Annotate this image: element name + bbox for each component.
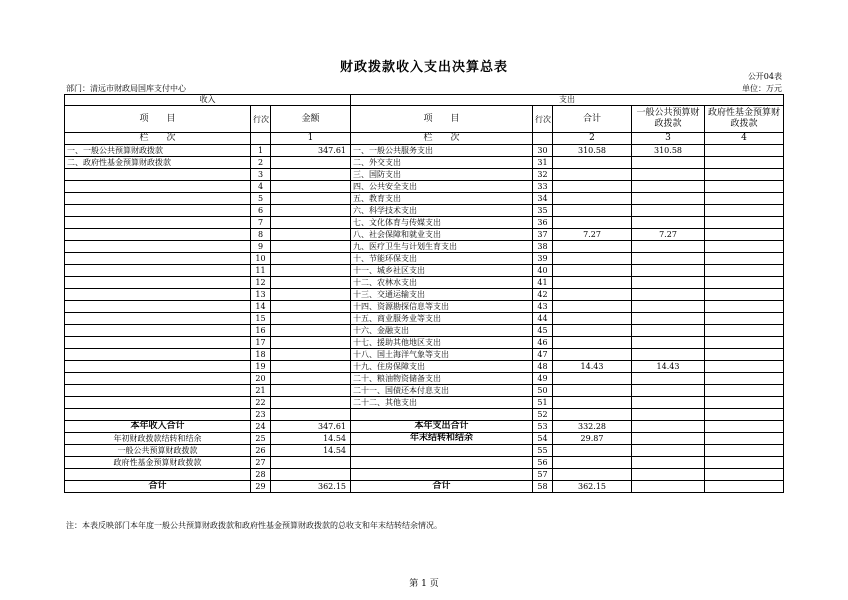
cell-in-item: 一般公共预算财政拨款 — [65, 445, 251, 457]
cell-in-line: 25 — [251, 433, 271, 445]
cell-ex-gen — [632, 289, 705, 301]
cell-in-item — [65, 361, 251, 373]
income-col-label: 栏 次 — [65, 133, 251, 145]
cell-ex-line: 45 — [533, 325, 553, 337]
cell-ex-total — [553, 397, 632, 409]
cell-ex-total: 14.43 — [553, 361, 632, 373]
cell-ex-item: 九、医疗卫生与计划生育支出 — [351, 241, 533, 253]
cell-ex-line: 33 — [533, 181, 553, 193]
cell-ex-fund — [705, 229, 784, 241]
cell-ex-fund — [705, 241, 784, 253]
cell-ex-line: 55 — [533, 445, 553, 457]
cell-in-amt: 347.61 — [271, 145, 351, 157]
cell-in-line: 8 — [251, 229, 271, 241]
table-row — [65, 241, 784, 253]
cell-ex-total — [553, 349, 632, 361]
cell-in-item — [65, 289, 251, 301]
cell-in-amt — [271, 409, 351, 421]
summary-row — [65, 421, 784, 433]
cell-in-line: 4 — [251, 181, 271, 193]
cell-ex-gen — [632, 469, 705, 481]
cell-in-amt — [271, 337, 351, 349]
cell-ex-item: 二十一、国债还本付息支出 — [351, 385, 533, 397]
col-3: 3 — [632, 133, 705, 145]
cell-in-item — [65, 337, 251, 349]
cell-ex-total — [553, 373, 632, 385]
cell-in-line: 16 — [251, 325, 271, 337]
summary-row — [65, 433, 784, 445]
cell-ex-fund — [705, 409, 784, 421]
cell-in-line: 24 — [251, 421, 271, 433]
table-row — [65, 229, 784, 241]
table-row — [65, 349, 784, 361]
cell-ex-line: 43 — [533, 301, 553, 313]
cell-ex-item: 二十、粮油物资储备支出 — [351, 373, 533, 385]
summary-row — [65, 457, 784, 469]
cell-ex-line: 34 — [533, 193, 553, 205]
cell-ex-line: 53 — [533, 421, 553, 433]
cell-in-item — [65, 325, 251, 337]
table-row — [65, 157, 784, 169]
cell-ex-line: 47 — [533, 349, 553, 361]
cell-ex-line: 31 — [533, 157, 553, 169]
col-2: 2 — [553, 133, 632, 145]
cell-ex-total — [553, 457, 632, 469]
cell-ex-item: 十四、资源勘探信息等支出 — [351, 301, 533, 313]
cell-ex-gen — [632, 301, 705, 313]
cell-ex-line: 39 — [533, 253, 553, 265]
cell-in-line: 1 — [251, 145, 271, 157]
cell-ex-item — [351, 469, 533, 481]
cell-ex-gen — [632, 253, 705, 265]
cell-ex-item: 十九、住房保障支出 — [351, 361, 533, 373]
cell-ex-gen — [632, 265, 705, 277]
cell-ex-fund — [705, 277, 784, 289]
cell-ex-gen — [632, 397, 705, 409]
cell-ex-gen — [632, 337, 705, 349]
cell-ex-fund — [705, 481, 784, 493]
table-row — [65, 169, 784, 181]
cell-in-line: 20 — [251, 373, 271, 385]
cell-ex-item: 四、公共安全支出 — [351, 181, 533, 193]
cell-ex-gen — [632, 325, 705, 337]
cell-ex-item: 十、节能环保支出 — [351, 253, 533, 265]
income-header: 收入 — [65, 95, 351, 106]
cell-ex-line: 48 — [533, 361, 553, 373]
cell-ex-item: 一、一般公共服务支出 — [351, 145, 533, 157]
cell-in-line: 13 — [251, 289, 271, 301]
cell-ex-gen — [632, 349, 705, 361]
cell-ex-item — [351, 457, 533, 469]
cell-in-item: 二、政府性基金预算财政拨款 — [65, 157, 251, 169]
cell-ex-line: 50 — [533, 385, 553, 397]
cell-ex-item: 十五、商业服务业等支出 — [351, 313, 533, 325]
cell-in-item — [65, 169, 251, 181]
cell-ex-item: 十八、国土海洋气象等支出 — [351, 349, 533, 361]
cell-ex-fund — [705, 361, 784, 373]
cell-ex-line: 32 — [533, 169, 553, 181]
cell-in-line: 19 — [251, 361, 271, 373]
cell-in-line: 14 — [251, 301, 271, 313]
expense-col-label: 栏 次 — [351, 133, 533, 145]
cell-in-line: 7 — [251, 217, 271, 229]
cell-ex-line: 54 — [533, 433, 553, 445]
unit-label: 单位：万元 — [742, 84, 782, 93]
cell-ex-total — [553, 265, 632, 277]
cell-ex-item: 五、教育支出 — [351, 193, 533, 205]
report-title: 财政拨款收入支出决算总表 — [339, 60, 508, 75]
cell-ex-line: 57 — [533, 469, 553, 481]
cell-ex-item: 二、外交支出 — [351, 157, 533, 169]
cell-ex-line: 40 — [533, 265, 553, 277]
cell-in-amt: 347.61 — [271, 421, 351, 433]
cell-in-item: 合计 — [65, 481, 251, 493]
expense-total-header: 合计 — [553, 106, 632, 133]
summary-row — [65, 481, 784, 493]
cell-in-amt — [271, 181, 351, 193]
cell-ex-gen — [632, 313, 705, 325]
cell-in-amt — [271, 205, 351, 217]
cell-ex-item: 十六、金融支出 — [351, 325, 533, 337]
table-row — [65, 301, 784, 313]
cell-in-line: 27 — [251, 457, 271, 469]
cell-in-item — [65, 253, 251, 265]
cell-in-line: 15 — [251, 313, 271, 325]
cell-in-amt — [271, 469, 351, 481]
cell-ex-fund — [705, 253, 784, 265]
cell-in-line: 22 — [251, 397, 271, 409]
cell-in-item — [65, 181, 251, 193]
cell-ex-item: 十二、农林水支出 — [351, 277, 533, 289]
cell-in-item — [65, 313, 251, 325]
cell-ex-item — [351, 445, 533, 457]
table-row — [65, 265, 784, 277]
cell-in-amt — [271, 265, 351, 277]
table-row — [65, 289, 784, 301]
cell-in-item: 本年收入合计 — [65, 421, 251, 433]
cell-ex-item: 三、国防支出 — [351, 169, 533, 181]
cell-in-line: 6 — [251, 205, 271, 217]
cell-ex-gen — [632, 241, 705, 253]
summary-row — [65, 469, 784, 481]
cell-ex-gen — [632, 181, 705, 193]
cell-ex-fund — [705, 301, 784, 313]
cell-ex-gen — [632, 217, 705, 229]
cell-ex-item — [351, 409, 533, 421]
cell-in-line: 11 — [251, 265, 271, 277]
cell-in-line: 5 — [251, 193, 271, 205]
cell-in-amt — [271, 289, 351, 301]
cell-ex-fund — [705, 433, 784, 445]
cell-in-item — [65, 217, 251, 229]
cell-in-item — [65, 349, 251, 361]
cell-ex-item: 十七、援助其他地区支出 — [351, 337, 533, 349]
cell-ex-gen — [632, 421, 705, 433]
cell-in-amt — [271, 193, 351, 205]
cell-ex-fund — [705, 457, 784, 469]
form-number: 公开04表 — [747, 72, 782, 81]
cell-in-amt — [271, 325, 351, 337]
table-row — [65, 253, 784, 265]
budget-table — [64, 94, 784, 493]
expense-line-header: 行次 — [533, 106, 553, 133]
cell-ex-line: 38 — [533, 241, 553, 253]
cell-ex-line: 42 — [533, 289, 553, 301]
cell-ex-item: 八、社会保障和就业支出 — [351, 229, 533, 241]
cell-ex-item: 七、文化体育与传媒支出 — [351, 217, 533, 229]
cell-ex-line: 37 — [533, 229, 553, 241]
cell-ex-fund — [705, 205, 784, 217]
cell-in-amt — [271, 241, 351, 253]
cell-in-item — [65, 193, 251, 205]
cell-in-amt — [271, 301, 351, 313]
cell-ex-total — [553, 205, 632, 217]
cell-in-item — [65, 229, 251, 241]
cell-in-item — [65, 397, 251, 409]
cell-in-line: 3 — [251, 169, 271, 181]
cell-in-amt — [271, 157, 351, 169]
table-row — [65, 193, 784, 205]
table-row — [65, 409, 784, 421]
cell-in-line: 17 — [251, 337, 271, 349]
table-row — [65, 397, 784, 409]
cell-ex-gen — [632, 445, 705, 457]
cell-ex-total: 7.27 — [553, 229, 632, 241]
cell-in-item — [65, 373, 251, 385]
department-label: 部门：清远市财政局国库支付中心 — [66, 84, 186, 93]
cell-ex-fund — [705, 181, 784, 193]
cell-in-line: 12 — [251, 277, 271, 289]
cell-ex-gen — [632, 157, 705, 169]
cell-ex-fund — [705, 193, 784, 205]
table-row — [65, 217, 784, 229]
cell-ex-line: 52 — [533, 409, 553, 421]
cell-ex-item: 六、科学技术支出 — [351, 205, 533, 217]
cell-ex-fund — [705, 289, 784, 301]
cell-ex-gen: 7.27 — [632, 229, 705, 241]
cell-ex-fund — [705, 217, 784, 229]
cell-ex-item: 十一、城乡社区支出 — [351, 265, 533, 277]
cell-ex-fund — [705, 313, 784, 325]
income-amount-header: 金额 — [271, 106, 351, 133]
cell-ex-fund — [705, 385, 784, 397]
table-row — [65, 373, 784, 385]
cell-in-amt — [271, 457, 351, 469]
cell-ex-gen — [632, 169, 705, 181]
cell-in-amt: 362.15 — [271, 481, 351, 493]
income-item-header: 项 目 — [65, 106, 251, 133]
cell-ex-fund — [705, 397, 784, 409]
cell-in-amt — [271, 361, 351, 373]
cell-ex-item: 本年支出合计 — [351, 421, 533, 433]
cell-ex-line: 49 — [533, 373, 553, 385]
cell-ex-gen: 310.58 — [632, 145, 705, 157]
cell-in-item — [65, 469, 251, 481]
cell-in-line: 23 — [251, 409, 271, 421]
cell-ex-total — [553, 289, 632, 301]
col-1: 1 — [271, 133, 351, 145]
cell-in-amt: 14.54 — [271, 445, 351, 457]
cell-ex-total — [553, 241, 632, 253]
cell-ex-total — [553, 313, 632, 325]
table-row — [65, 337, 784, 349]
table-row — [65, 181, 784, 193]
cell-in-line: 9 — [251, 241, 271, 253]
expense-item-header: 项 目 — [351, 106, 533, 133]
cell-in-item — [65, 385, 251, 397]
cell-ex-item: 十三、交通运输支出 — [351, 289, 533, 301]
cell-ex-item: 年末结转和结余 — [351, 433, 533, 445]
summary-row — [65, 445, 784, 457]
cell-in-item: 年初财政拨款结转和结余 — [65, 433, 251, 445]
cell-ex-fund — [705, 145, 784, 157]
fund-budget-header: 政府性基金预算财政拨款 — [705, 106, 784, 133]
table-row — [65, 361, 784, 373]
cell-ex-fund — [705, 169, 784, 181]
cell-in-item: 一、一般公共预算财政拨款 — [65, 145, 251, 157]
cell-ex-item: 二十二、其他支出 — [351, 397, 533, 409]
cell-ex-fund — [705, 325, 784, 337]
cell-ex-total: 332.28 — [553, 421, 632, 433]
cell-ex-gen — [632, 385, 705, 397]
cell-ex-total — [553, 445, 632, 457]
cell-ex-total — [553, 325, 632, 337]
cell-ex-fund — [705, 445, 784, 457]
cell-in-item: 政府性基金预算财政拨款 — [65, 457, 251, 469]
cell-ex-gen — [632, 373, 705, 385]
income-line-header: 行次 — [251, 106, 271, 133]
table-row — [65, 313, 784, 325]
cell-ex-total — [553, 337, 632, 349]
cell-ex-gen: 14.43 — [632, 361, 705, 373]
cell-ex-total — [553, 181, 632, 193]
cell-ex-gen — [632, 193, 705, 205]
cell-ex-total — [553, 409, 632, 421]
expense-header: 支出 — [351, 95, 784, 106]
cell-ex-total — [553, 169, 632, 181]
cell-in-item — [65, 241, 251, 253]
cell-ex-fund — [705, 373, 784, 385]
cell-ex-item: 合计 — [351, 481, 533, 493]
table-row — [65, 385, 784, 397]
col-4: 4 — [705, 133, 784, 145]
cell-in-item — [65, 205, 251, 217]
cell-ex-total — [553, 193, 632, 205]
cell-ex-total — [553, 253, 632, 265]
cell-in-line: 18 — [251, 349, 271, 361]
cell-in-item — [65, 301, 251, 313]
cell-ex-fund — [705, 469, 784, 481]
cell-ex-line: 56 — [533, 457, 553, 469]
cell-ex-line: 41 — [533, 277, 553, 289]
cell-in-amt: 14.54 — [271, 433, 351, 445]
cell-in-amt — [271, 313, 351, 325]
cell-in-amt — [271, 253, 351, 265]
cell-in-amt — [271, 169, 351, 181]
cell-ex-total — [553, 217, 632, 229]
cell-in-amt — [271, 349, 351, 361]
cell-in-item — [65, 277, 251, 289]
cell-in-amt — [271, 373, 351, 385]
cell-ex-gen — [632, 205, 705, 217]
cell-ex-fund — [705, 337, 784, 349]
cell-ex-fund — [705, 349, 784, 361]
cell-in-line: 28 — [251, 469, 271, 481]
general-budget-header: 一般公共预算财政拨款 — [632, 106, 705, 133]
cell-ex-fund — [705, 157, 784, 169]
cell-in-amt — [271, 385, 351, 397]
cell-ex-total — [553, 301, 632, 313]
cell-ex-fund — [705, 421, 784, 433]
table-row — [65, 325, 784, 337]
cell-ex-fund — [705, 265, 784, 277]
cell-ex-total: 362.15 — [553, 481, 632, 493]
cell-ex-total — [553, 277, 632, 289]
cell-ex-line: 35 — [533, 205, 553, 217]
cell-ex-line: 36 — [533, 217, 553, 229]
cell-ex-gen — [632, 433, 705, 445]
cell-in-line: 29 — [251, 481, 271, 493]
cell-in-item — [65, 409, 251, 421]
table-row — [65, 277, 784, 289]
page-number: 第 1 页 — [409, 579, 439, 589]
cell-ex-total — [553, 157, 632, 169]
table-row — [65, 205, 784, 217]
cell-in-amt — [271, 277, 351, 289]
cell-in-item — [65, 265, 251, 277]
cell-in-line: 10 — [251, 253, 271, 265]
table-row — [65, 145, 784, 157]
cell-ex-line: 46 — [533, 337, 553, 349]
cell-ex-gen — [632, 277, 705, 289]
cell-in-line: 26 — [251, 445, 271, 457]
cell-ex-line: 44 — [533, 313, 553, 325]
cell-ex-total — [553, 469, 632, 481]
cell-ex-line: 58 — [533, 481, 553, 493]
cell-in-amt — [271, 229, 351, 241]
cell-ex-gen — [632, 409, 705, 421]
cell-ex-total: 29.87 — [553, 433, 632, 445]
cell-in-amt — [271, 217, 351, 229]
cell-ex-gen — [632, 457, 705, 469]
cell-ex-line: 51 — [533, 397, 553, 409]
cell-in-line: 21 — [251, 385, 271, 397]
cell-ex-line: 30 — [533, 145, 553, 157]
cell-in-line: 2 — [251, 157, 271, 169]
cell-in-amt — [271, 397, 351, 409]
cell-ex-total — [553, 385, 632, 397]
footnote: 注：本表反映部门本年度一般公共预算财政拨款和政府性基金预算财政拨款的总收支和年末结转结余情况。 — [66, 521, 442, 530]
cell-ex-gen — [632, 481, 705, 493]
cell-ex-total: 310.58 — [553, 145, 632, 157]
